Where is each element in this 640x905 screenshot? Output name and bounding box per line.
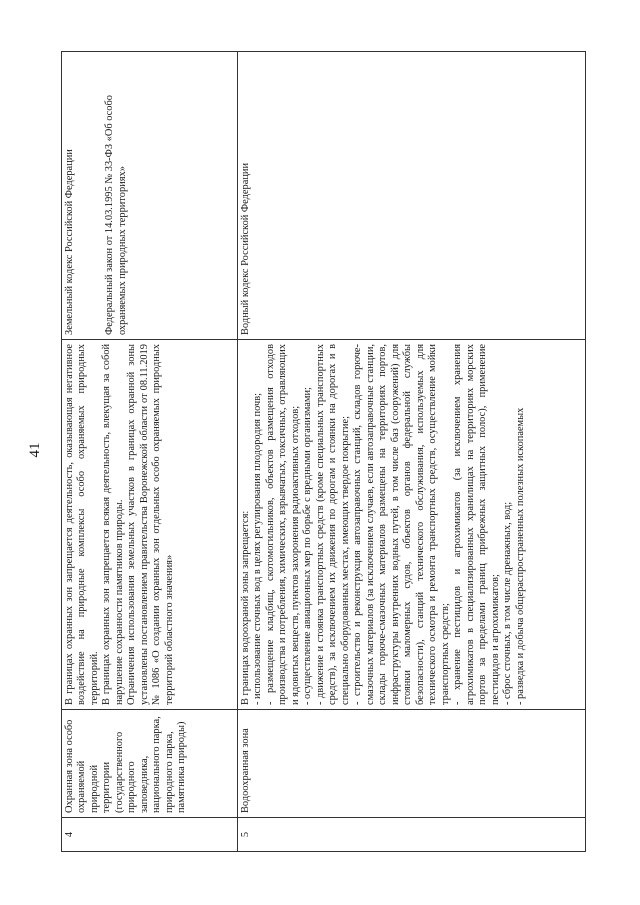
restriction-text: - строительство и реконструкция автозаправочных станций, складов горюче-смазочных материалов (за исключением случаев, если автозаправочные станции, склады горюче-смазочных материалов размещены на территориях портов, инфраструктуры внутренних водных путей, в том числе баз (сооружений) для стоянки маломерных судов, объектов органов федеральной службы безопасности), станций технического обслуживания, используемых для технического осмотра и ремонта транспортных средств, осуществление мойки транспортных средств; bbox=[352, 344, 451, 705]
restriction-text: Ограничения использования земельных участков в границах охранной зоны установлены постановлением правительства Воронежской области от 08.11.2019 № 1086 «О создании охранных зон отдельных особо охраняемых природных территорий областного значения» bbox=[126, 344, 175, 705]
sources-cell bbox=[238, 52, 586, 340]
legal-source: Водный кодекс Российской Федерации bbox=[240, 162, 251, 335]
restriction-text: - размещение кладбищ, скотомогильников, объектов размещения отходов производства и потребления, химических, взрывчатых, токсичных, отравляющих и ядовитых веществ, пунктов захоронения радиоактивных отходов; bbox=[264, 344, 301, 705]
row-number: 4 bbox=[62, 818, 238, 852]
restriction-text: - хранение пестицидов и агрохимикатов (за исключением хранения агрохимикатов в специализированных хранилищах на территориях морских портов за пределами границ прибрежных защитных полос), применение пестицидов и агрохимикатов; bbox=[452, 344, 501, 705]
restriction-text: - сброс сточных, в том числе дренажных, вод; bbox=[502, 501, 514, 705]
zone-name: Охранная зона особо охраняемой природной территории (государственного природного заповедника, национального парка, природного парка, памятника природы) bbox=[62, 710, 238, 818]
table-row bbox=[238, 52, 586, 852]
row-number: 5 bbox=[238, 818, 586, 852]
restriction-text: В границах охранных зон запрещается деятельность, оказывающая негативное воздействие на природные комплексы особо охраняемых природных территорий. bbox=[64, 344, 100, 705]
table-row bbox=[62, 52, 238, 852]
restrictions-cell bbox=[62, 340, 238, 710]
page-number: 41 bbox=[27, 442, 43, 458]
legal-source: Федеральный закон от 14.03.1995 № 33-ФЗ «Об особо охраняемых природных территориях» bbox=[104, 95, 128, 335]
sources-cell bbox=[62, 52, 238, 340]
zone-name: Водоохранная зона bbox=[238, 710, 586, 818]
restriction-text: - осуществление авиационных мер по борьбе с вредными организмами; bbox=[302, 387, 314, 705]
restriction-text: - движение и стоянка транспортных средств (кроме специальных транспортных средств), за исключением их движения по дорогам и стоянки на дорогах и в специально оборудованных местах, имеющих твердое покрытие; bbox=[314, 344, 351, 705]
restriction-text: - использование сточных вод в целях регулирования плодородия почв; bbox=[252, 392, 264, 705]
rotated-table-container bbox=[61, 52, 585, 852]
restrictions-table bbox=[61, 51, 586, 852]
legal-source: Земельный кодекс Российской Федерации bbox=[64, 149, 75, 335]
restriction-text: В границах охранных зон запрещается всякая деятельность, влекущая за собой нарушение сохранности памятников природы. bbox=[101, 344, 125, 705]
restrictions-cell bbox=[238, 340, 586, 710]
restriction-text: В границах водоохраной зоны запрещается: bbox=[240, 510, 251, 705]
restriction-text: - разведка и добыча общераспространенных полезных ископаемых bbox=[514, 407, 526, 705]
